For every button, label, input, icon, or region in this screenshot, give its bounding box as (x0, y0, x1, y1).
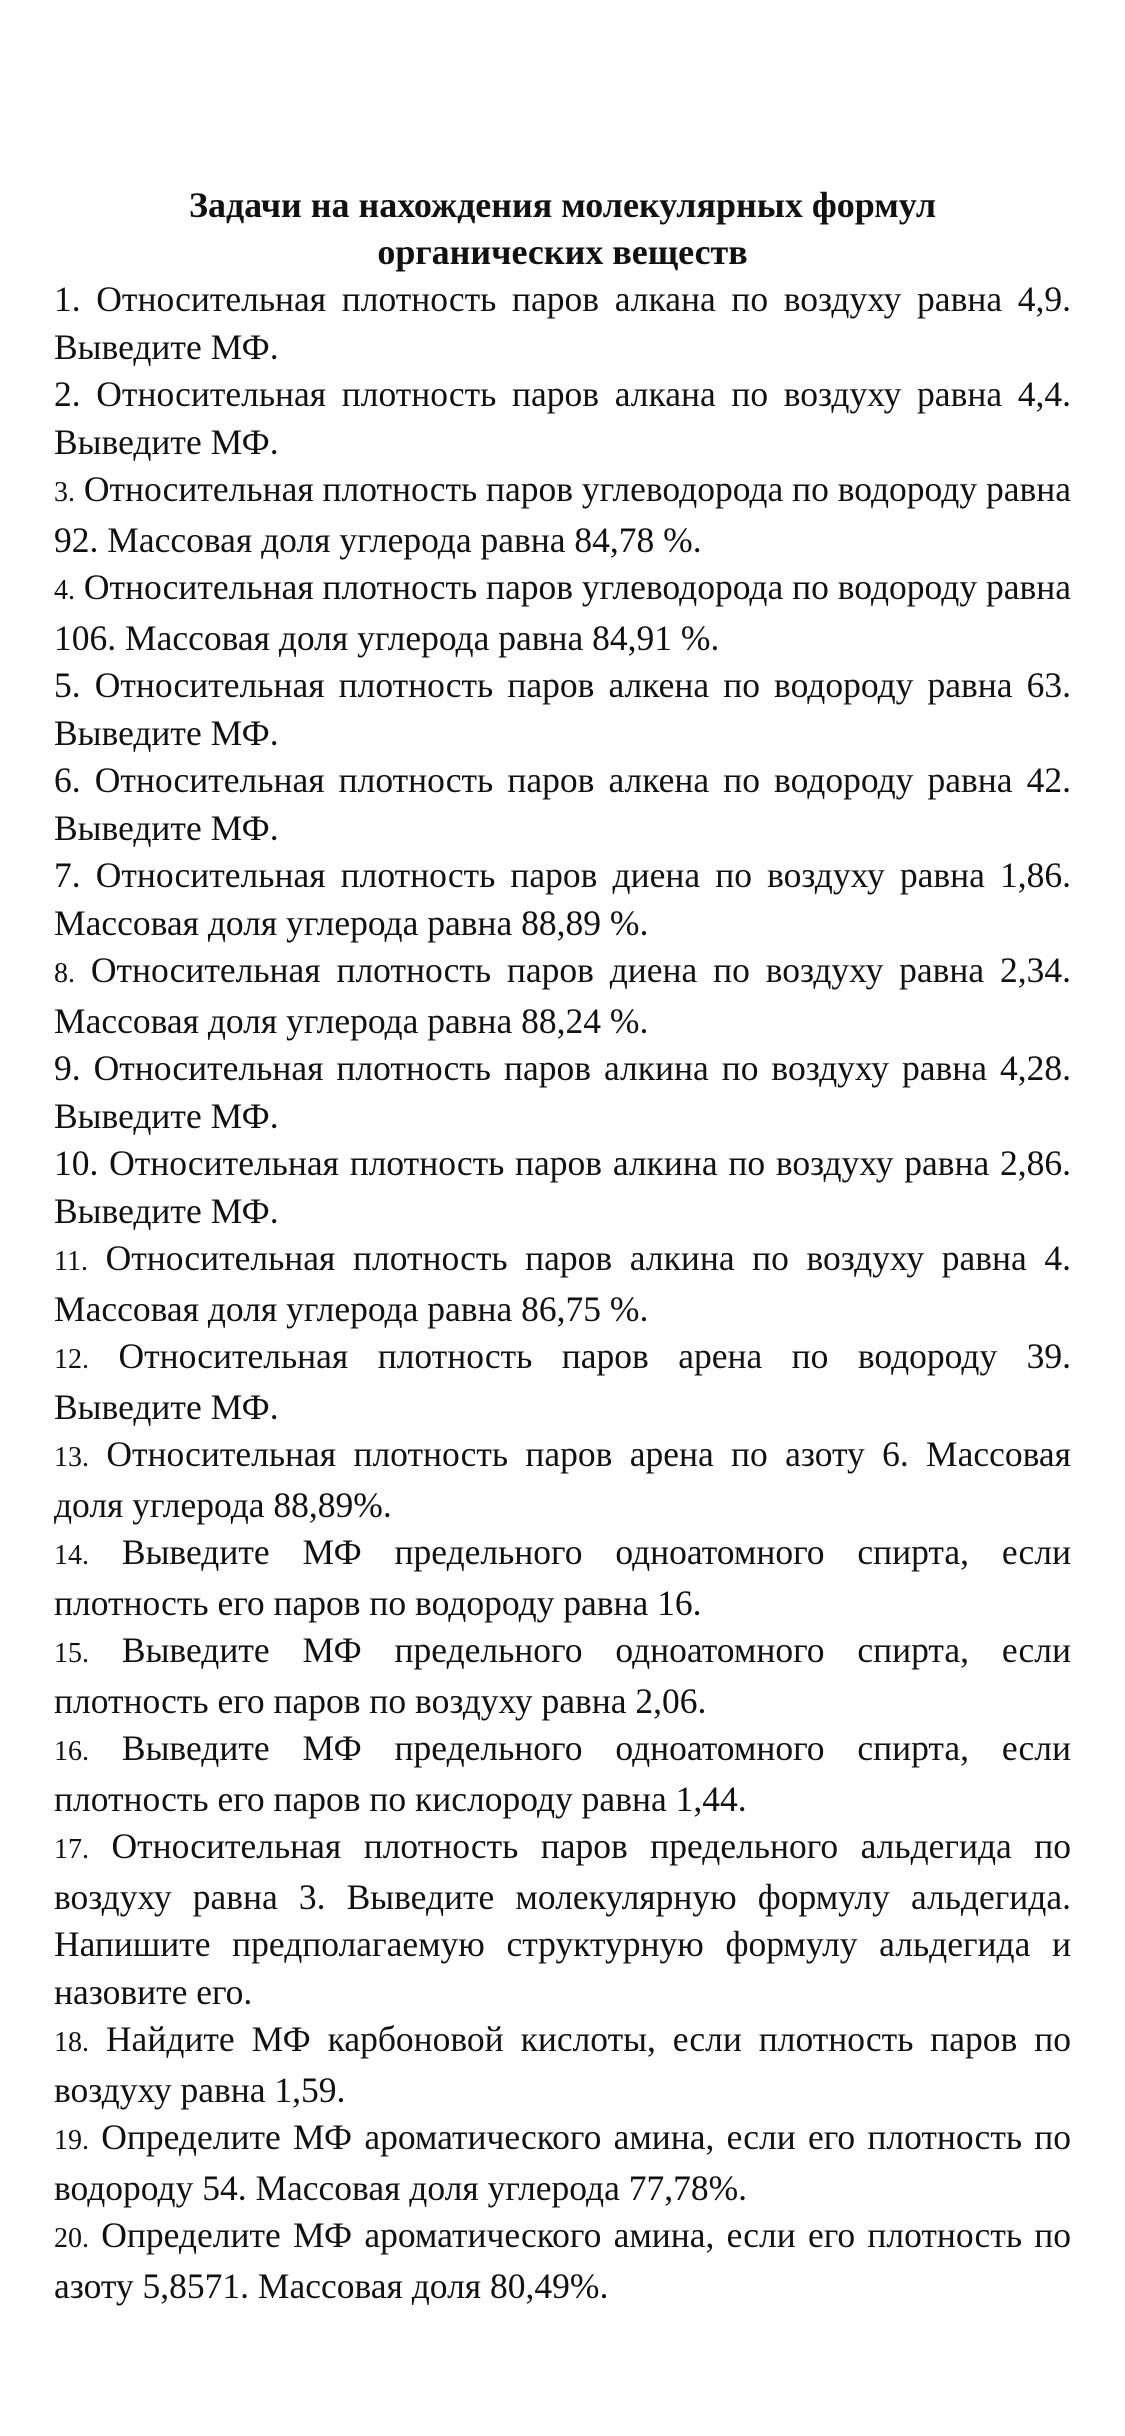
task-text: Относительная плотность паров диена по воздуху равна 2,34. Массовая доля углерода равна 88,24 %. (54, 950, 1071, 1041)
task-number: 5. (54, 665, 81, 705)
task-text: Относительная плотность паров арена по водороду 39. Выведите МФ. (54, 1336, 1072, 1427)
task-text: Относительная плотность паров алкина по воздуху равна 4. Массовая доля углерода равна 86,75 %. (54, 1238, 1071, 1329)
task-text: Относительная плотность паров алкена по водороду равна 42. Выведите МФ. (54, 760, 1071, 848)
task-item (54, 2016, 1071, 2114)
task-number: 15. (54, 1638, 89, 1669)
page-title-line-1: Задачи на нахождения молекулярных формул (188, 185, 937, 225)
task-number: 18. (54, 2027, 89, 2058)
task-text: Выведите МФ предельного одноатомного спирта, если плотность его паров по воздуху равна 2,06. (54, 1630, 1072, 1721)
task-list (54, 276, 1071, 2310)
task-number: 9. (54, 1048, 81, 1088)
task-item (54, 2212, 1071, 2310)
task-text: Найдите МФ карбоновой кислоты, если плотность паров по воздуху равна 1,59. (54, 2019, 1071, 2110)
task-item (54, 2114, 1071, 2212)
task-item (54, 466, 1071, 564)
task-number: 17. (54, 1834, 89, 1865)
task-text: Выведите МФ предельного одноатомного спирта, если плотность его паров по кислороду равна 1,44. (54, 1728, 1072, 1819)
task-number: 16. (54, 1736, 89, 1767)
task-item (54, 1529, 1071, 1627)
task-text: Относительная плотность паров углеводорода по водороду равна 92. Массовая доля углерода равна 84,78 %. (54, 469, 1071, 560)
task-number: 3. (54, 477, 75, 508)
task-number: 13. (54, 1442, 89, 1473)
task-text: Относительная плотность паров алкена по водороду равна 63. Выведите МФ. (54, 665, 1071, 753)
task-text: Относительная плотность паров предельного альдегида по воздуху равна 3. Выведите молекулярную формулу альдегида. Напишите предполагаемую структурную формулу альдегида и назовите его. (54, 1826, 1071, 2012)
task-number: 8. (54, 958, 75, 989)
task-number: 20. (54, 2223, 89, 2254)
task-text: Определите МФ ароматического амина, если его плотность по водороду 54. Массовая доля углерода 77,78%. (54, 2117, 1071, 2208)
task-item (54, 947, 1071, 1045)
task-text: Определите МФ ароматического амина, если его плотность по азоту 5,8571. Массовая доля 80,49%. (54, 2215, 1071, 2306)
task-item (54, 1045, 1071, 1140)
task-text: Относительная плотность паров алкина по воздуху равна 2,86. Выведите МФ. (54, 1143, 1071, 1231)
task-item (54, 662, 1071, 757)
task-text: Относительная плотность паров углеводорода по водороду равна 106. Массовая доля углерода равна 84,91 %. (54, 567, 1071, 658)
task-number: 19. (54, 2125, 89, 2156)
task-number: 12. (54, 1344, 89, 1375)
task-text: Относительная плотность паров арена по азоту 6. Массовая доля углерода 88,89%. (54, 1434, 1072, 1525)
task-item (54, 852, 1071, 947)
task-text: Выведите МФ предельного одноатомного спирта, если плотность его паров по водороду равна 16. (54, 1532, 1072, 1623)
task-item (54, 1823, 1071, 2016)
task-item (54, 564, 1071, 662)
task-text: Относительная плотность паров алкина по воздуху равна 4,28. Выведите МФ. (54, 1048, 1071, 1136)
task-number: 4. (54, 575, 75, 606)
task-item (54, 276, 1071, 371)
task-number: 1. (54, 279, 81, 319)
task-item (54, 1140, 1071, 1235)
task-number: 11. (54, 1246, 88, 1277)
page-title (50, 182, 1075, 276)
task-number: 14. (54, 1540, 89, 1571)
task-text: Относительная плотность паров диена по воздуху равна 1,86. Массовая доля углерода равна 88,89 %. (54, 855, 1071, 943)
page-title-line-2: органических веществ (377, 232, 748, 272)
task-number: 7. (54, 855, 81, 895)
task-number: 10. (54, 1143, 99, 1183)
task-text: Относительная плотность паров алкана по воздуху равна 4,9. Выведите МФ. (54, 279, 1071, 367)
task-item (54, 371, 1071, 466)
task-item (54, 1725, 1071, 1823)
task-item (54, 1235, 1071, 1333)
task-text: Относительная плотность паров алкана по воздуху равна 4,4. Выведите МФ. (54, 374, 1071, 462)
task-number: 2. (54, 374, 81, 414)
task-number: 6. (54, 760, 81, 800)
task-item (54, 757, 1071, 852)
task-item (54, 1333, 1071, 1431)
task-item (54, 1431, 1071, 1529)
task-item (54, 1627, 1071, 1725)
